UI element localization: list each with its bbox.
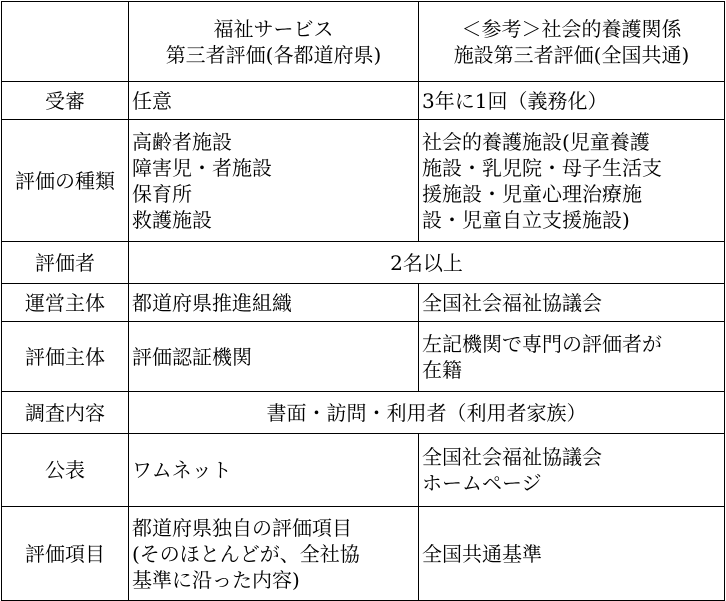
comparison-table	[1, 1, 725, 601]
header-col2-line1: ＜参考＞社会的養護関係	[461, 16, 682, 41]
kohyo-social-line-1: 全国社会福祉協議会	[422, 445, 602, 469]
row-label-unei: 運営主体	[2, 284, 129, 322]
komoku-regional-line-3: 基準に沿った内容)	[132, 567, 300, 592]
social-care-line-3: 援施設・児童心理治療施	[422, 181, 642, 206]
header-regional-evaluation	[129, 2, 419, 82]
corner-cell	[2, 2, 129, 82]
cell-shurui-regional	[129, 120, 419, 242]
cell-chosa-value: 書面・訪問・利用者（利用者家族）	[129, 392, 725, 434]
social-care-line-1: 社会的養護施設(児童養護	[422, 129, 650, 154]
row-label-jushin: 受審	[2, 82, 129, 120]
header-col1-line1: 福祉サービス	[213, 16, 334, 41]
facility-type-1: 高齢者施設	[132, 129, 232, 154]
facility-type-2: 障害児・者施設	[132, 155, 272, 180]
header-social-care-evaluation	[419, 2, 725, 82]
kohyo-social-line-2: ホームページ	[422, 471, 542, 495]
row-shutai	[2, 322, 725, 392]
row-jushin	[2, 82, 725, 120]
row-label-kohyo: 公表	[2, 434, 129, 507]
row-kohyo	[2, 434, 725, 507]
header-col1-line2: 第三者評価(各都道府県)	[165, 42, 382, 67]
cell-jushin-regional: 任意	[129, 82, 419, 120]
facility-type-3: 保育所	[132, 181, 192, 206]
row-label-chosa: 調査内容	[2, 392, 129, 434]
cell-shurui-social	[419, 120, 725, 242]
cell-komoku-regional	[129, 507, 419, 601]
row-komoku	[2, 507, 725, 601]
komoku-regional-line-1: 都道府県独自の評価項目	[132, 515, 352, 540]
komoku-regional-line-2: (そのほとんどが、全社協	[132, 541, 360, 566]
cell-kohyo-regional: ワムネット	[129, 434, 419, 507]
row-label-hyokasha: 評価者	[2, 242, 129, 284]
facility-type-4: 救護施設	[132, 207, 212, 232]
cell-unei-regional: 都道府県推進組織	[129, 284, 419, 322]
social-care-line-4: 設・児童自立支援施設)	[422, 207, 630, 232]
social-care-line-2: 施設・乳児院・母子生活支	[422, 155, 662, 180]
row-shurui	[2, 120, 725, 242]
cell-kohyo-social	[419, 434, 725, 507]
shutai-social-line-1: 左記機関で専門の評価者が	[422, 331, 662, 356]
cell-jushin-social: 3年に1回（義務化）	[419, 82, 725, 120]
cell-unei-social: 全国社会福祉協議会	[419, 284, 725, 322]
row-label-shutai: 評価主体	[2, 322, 129, 392]
row-unei	[2, 284, 725, 322]
row-hyokasha	[2, 242, 725, 284]
cell-shutai-social	[419, 322, 725, 392]
shutai-social-line-2: 在籍	[422, 357, 462, 382]
cell-shutai-regional: 評価認証機関	[129, 322, 419, 392]
row-chosa	[2, 392, 725, 434]
header-row	[2, 2, 725, 82]
cell-komoku-social: 全国共通基準	[419, 507, 725, 601]
cell-hyokasha-value: 2名以上	[129, 242, 725, 284]
header-col2-line2: 施設第三者評価(全国共通)	[453, 42, 690, 67]
row-label-komoku: 評価項目	[2, 507, 129, 601]
row-label-shurui: 評価の種類	[2, 120, 129, 242]
